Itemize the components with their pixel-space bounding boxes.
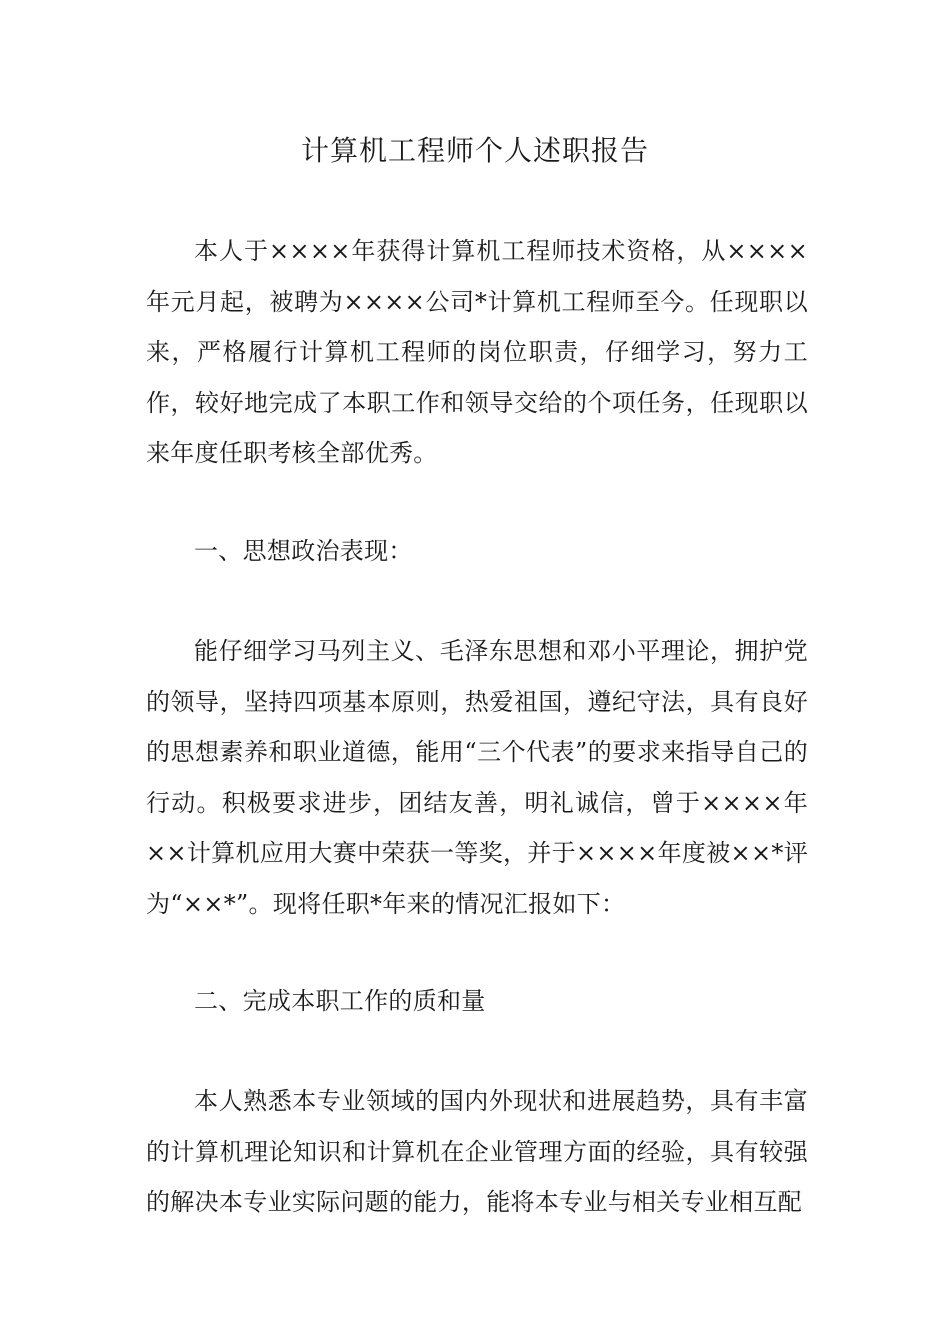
political-paragraph: 能仔细学习马列主义、毛泽东思想和邓小平理论，拥护党的领导，坚持四项基本原则，热爱祖国，遵纪守法，具有良好的思想素养和职业道德，能用“三个代表”的要求来指导自己的行动。积极要求进步，团结友善，明礼诚信，曾于××××年××计算机应用大赛中荣获一等奖，并于××××年度被××*评为“××*”。现将任职*年来的情况汇报如下： bbox=[146, 637, 808, 918]
section-heading-political: 一、思想政治表现： bbox=[194, 537, 413, 565]
work-paragraph: 本人熟悉本专业领域的国内外现状和进展趋势，具有丰富的计算机理论知识和计算机在企业管理方面的经验，具有较强的解决本专业实际问题的能力，能将本专业与相关专业相互配 bbox=[146, 1087, 808, 1216]
section-heading-work: 二、完成本职工作的质和量 bbox=[194, 987, 486, 1015]
document-title: 计算机工程师个人述职报告 bbox=[300, 134, 649, 167]
intro-paragraph: 本人于××××年获得计算机工程师技术资格，从××××年元月起，被聘为××××公司*计算机工程师至今。任现职以来，严格履行计算机工程师的岗位职责，仔细学习，努力工作，较好地完成了本职工作和领导交给的个项任务，任现职以来年度任职考核全部优秀。 bbox=[146, 237, 808, 467]
